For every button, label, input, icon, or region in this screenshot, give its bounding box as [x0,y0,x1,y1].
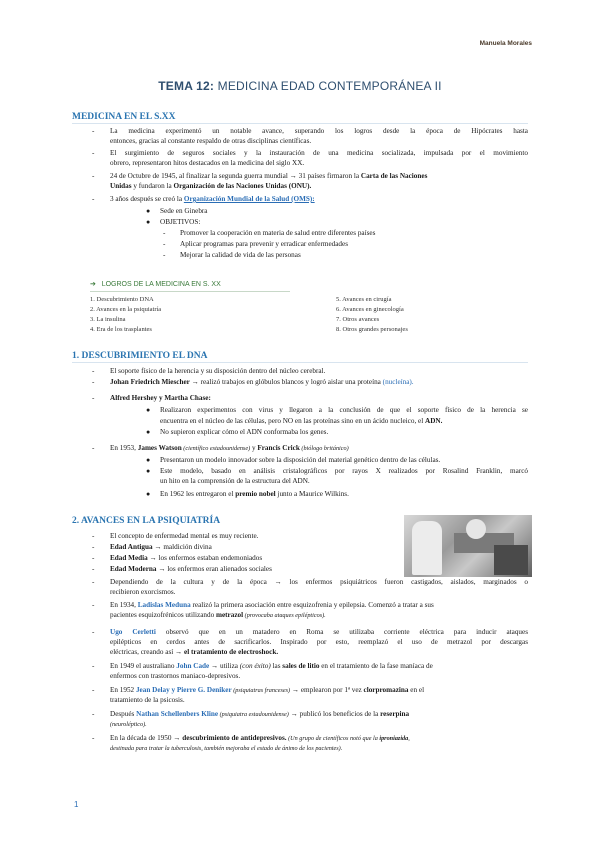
oms-link[interactable]: Organización Mundial de la Salud (OMS): [183,195,315,203]
divider [90,291,290,292]
bold-italic-text: iproniazida [379,735,409,742]
italic-text: (psiquiatras franceses) [231,687,291,694]
paragraph-line [110,734,410,743]
text: En 1949 el australiano [110,662,177,670]
bold-text: descubrimiento de antidepresivos. [182,734,287,742]
paragraph-line [110,720,147,729]
dash: - [92,172,95,180]
paragraph-line: El surgimiento de seguros sociales y la instauración de una medicina socializada, impulsada por el movimiento [110,149,528,157]
logros-heading [90,280,221,288]
bold-text: Unidas [110,182,132,190]
text: → los enfermos estaban endemoniados [147,554,263,562]
person-name: Ugo Cerletti [110,628,156,636]
text: y [250,444,258,452]
arrow-icon: ➔ [90,281,96,288]
objective-text: Mejorar la calidad de vida de las personas [180,251,301,259]
bold-text: metrazol [215,611,244,619]
paragraph-line [110,662,433,671]
list-item: 5. Avances en cirugía [336,296,392,303]
text: en el tratamiento de la fase maníaca de [319,662,433,670]
text: encuentra en el núcleo de las células, pero NO en las proteínas sino en un ácido nucleico, el [160,417,426,425]
bullet-text: No supieron explicar cómo el ADN conformaba los genes. [160,428,329,436]
text: observó que en un matadero en Roma se utilizaba corriente eléctrica para inducir ataques [155,628,529,636]
dash: - [92,149,95,157]
bullet: ● [146,218,151,226]
text: realizó la primera asociación entre esquizofrenia y epilepsia. Comenzó a tratar a sus [190,601,434,609]
text: eléctricas, creando así → [110,648,185,656]
dash: - [163,251,166,259]
paragraph-line [110,565,272,574]
dash: - [163,240,166,248]
bullet-text [160,490,349,499]
list-item: 3. La insulina [90,316,126,323]
bold-text: reserpina [380,710,410,718]
paragraph-line: Alfred Hershey y Martha Chase: [110,394,211,402]
italic-text: (psiquiatra estadounidense) [218,711,289,718]
bullet-text: un hito en la comprensión de la estructura del ADN. [160,477,310,485]
bullet: ● [146,406,151,414]
paragraph-line [110,744,342,753]
bold-text: Edad Moderna [110,565,157,573]
text: → emplearon por 1ª vez [290,686,364,694]
photo-head [466,519,486,539]
section-heading-dna: 1. DESCUBRIMIENTO EL DNA [72,351,528,363]
paragraph-line: enfermos con trastornos maniaco-depresivos. [110,672,241,680]
paragraph-line [110,648,278,657]
italic-text: (científico estadounidense) [181,445,251,452]
bullet-text [160,417,442,426]
bold-text: Edad Antigua [110,543,153,551]
psychiatry-photo [404,515,532,577]
person-name: Nathan Schellenbers Kline [136,710,219,718]
paragraph-line [110,378,414,387]
objective-text: Aplicar programas para prevenir y erradicar enfermedades [180,240,349,248]
paragraph-line [110,554,262,563]
text: en el [408,686,425,694]
list-item: 6. Avances en ginecología [336,306,404,313]
list-item: 4. Era de los trasplantes [90,326,152,333]
bold-text: Johan Friedrich Miescher [110,378,190,386]
text: En 1952 [110,686,136,694]
dash: - [92,734,95,742]
paragraph-line [110,601,434,610]
bullet: ● [146,490,151,498]
text: En 1934, [110,601,138,609]
list-item: 7. Otros avances [336,316,380,323]
person-name: John Cade [176,662,210,670]
text: → los enfermos eran alienados sociales [156,565,272,573]
dash: - [92,554,95,562]
dash: - [92,367,95,375]
text: → realizó trabajos en glóbulos blancos y logró aislar una proteína [189,378,383,386]
dash: - [92,378,95,386]
dash: - [92,543,95,551]
bold-text: ADN. [425,417,443,425]
dash: - [92,195,95,203]
logros-label: LOGROS DE LA MEDICINA EN S. XX [101,281,221,288]
text: y fundaron la [131,182,174,190]
list-item: 2. Avances en la psiquiatría [90,306,162,313]
bullet: ● [146,456,151,464]
page-number: 1 [74,800,79,809]
italic-text: (biólogo británico) [299,445,349,452]
bold-text: Francis Crick [257,444,300,452]
paragraph-line: epilépticos en cerdos antes de sacrificarlos. Inspirado por esto, reemplazó el uso de metrazol por descargas [110,638,528,646]
italic-text: (con éxito) [239,662,271,670]
text: En 1953, [110,444,138,452]
dash: - [92,686,95,694]
text: pacientes esquizofrénicos utilizando [110,611,216,619]
bullet: ● [146,467,151,475]
bold-text: clorpromazina [363,686,409,694]
paragraph-line: El concepto de enfermedad mental es muy reciente. [110,532,259,540]
paragraph-line [110,172,427,181]
text: junto a Maurice Wilkins. [275,490,349,498]
dash: - [163,229,166,237]
bold-text: Organización de las Naciones Unidas (ONU). [173,182,312,190]
section-heading-psych: 2. AVANCES EN LA PSIQUIATRÍA [72,516,221,526]
person-name: Ladislas Meduna [137,601,191,609]
dash: - [92,565,95,573]
dash: - [92,127,95,135]
text: las [270,662,283,670]
italic-text: (Un grupo de científicos notó que la [286,735,380,742]
title-number: TEMA 12: [158,79,215,93]
bold-text: James Watson [137,444,182,452]
paragraph-line: Dependiendo de la cultura y de la época → los enfermos psiquiátricos fueron castigados, aislados, marginados o [110,578,528,586]
paragraph-line [110,686,424,695]
page-title [0,79,600,93]
paragraph-line [110,710,409,719]
objective-text: Promover la cooperación en materia de salud entre diferentes países [180,229,376,237]
dash: - [92,532,95,540]
bold-text: Edad Media [110,554,148,562]
paragraph-line [110,195,315,204]
bold-text: sales de litio [282,662,320,670]
bullet: ● [146,428,151,436]
author-name: Manuela Morales [479,40,532,47]
paragraph-line [110,182,311,191]
text: Después [110,710,137,718]
paragraph-line: obrero, representaron hitos destacados en la medicina del siglo XX. [110,159,305,167]
italic-text: (provocaba ataques epilépticos). [243,612,326,619]
paragraph-line [110,543,212,552]
paragraph-line: recibieron exorcismos. [110,588,176,596]
paragraph-line: tratamiento de la psicosis. [110,696,185,704]
dash: - [92,578,95,586]
dash: - [92,628,95,636]
dash: - [92,601,95,609]
dash: - [92,394,95,402]
bullet-text: Sede en Ginebra [160,207,208,215]
bullet: ● [146,207,151,215]
text: → maldición divina [152,543,212,551]
bullet-text: OBJETIVOS: [160,218,201,226]
paragraph-line: La medicina experimentó un notable avance, superando los logros desde la época de Hipócrates hasta [110,127,528,135]
italic-text: , [408,735,410,742]
text: → publicó los beneficios de la [288,710,381,718]
bold-text: premio nobel [235,490,276,498]
dash: - [92,710,95,718]
title-text: MEDICINA EDAD CONTEMPORÁNEA II [214,79,442,93]
bold-text: el tratamiento de electroshock. [184,648,279,656]
paragraph-line [110,444,349,453]
paragraph-line [110,628,528,637]
paragraph-line: entonces, gracias al constante respaldo de otras disciplinas científicas. [110,137,312,145]
italic-text: destinada para tratar la tuberculosis, también mejoraba el estado de ánimo de los pacientes). [110,745,343,752]
bullet-text: Presentaron un modelo innovador sobre la disposición del material genético dentro de las células. [160,456,441,464]
section-heading-s20: MEDICINA EN EL S.XX [72,112,528,124]
list-item: 1. Descubrimiento DNA [90,296,154,303]
bullet-text: Este modelo, basado en análisis cristalográficos por rayos X realizados por Rosalind Franklin, marcó [160,467,528,475]
text: 3 años después se creó la [110,195,184,203]
blue-text: (nucleína). [382,378,414,386]
photo-figure [412,521,442,575]
bullet-text: Realizaron experimentos con virus y llegaron a la conclusión de que el soporte físico de la herencia se [160,406,528,414]
person-name: Jean Delay y Pierre G. Deniker [135,686,232,694]
dash: - [92,662,95,670]
dash: - [92,444,95,452]
text: En la década de 1950 → [110,734,183,742]
list-item: 8. Otros grandes personajes [336,326,408,333]
text: 24 de Octubre de 1945, al finalizar la segunda guerra mundial → 31 países firmaron la [110,172,361,180]
text: En 1962 les entregaron el [160,490,236,498]
bold-text: Carta de las Naciones [360,172,428,180]
paragraph-line: El soporte físico de la herencia y su disposición dentro del núcleo cerebral. [110,367,326,375]
paragraph-line [110,611,326,620]
photo-machine [494,545,528,575]
italic-text: (neuroléptico). [110,721,147,728]
text: → utiliza [209,662,240,670]
